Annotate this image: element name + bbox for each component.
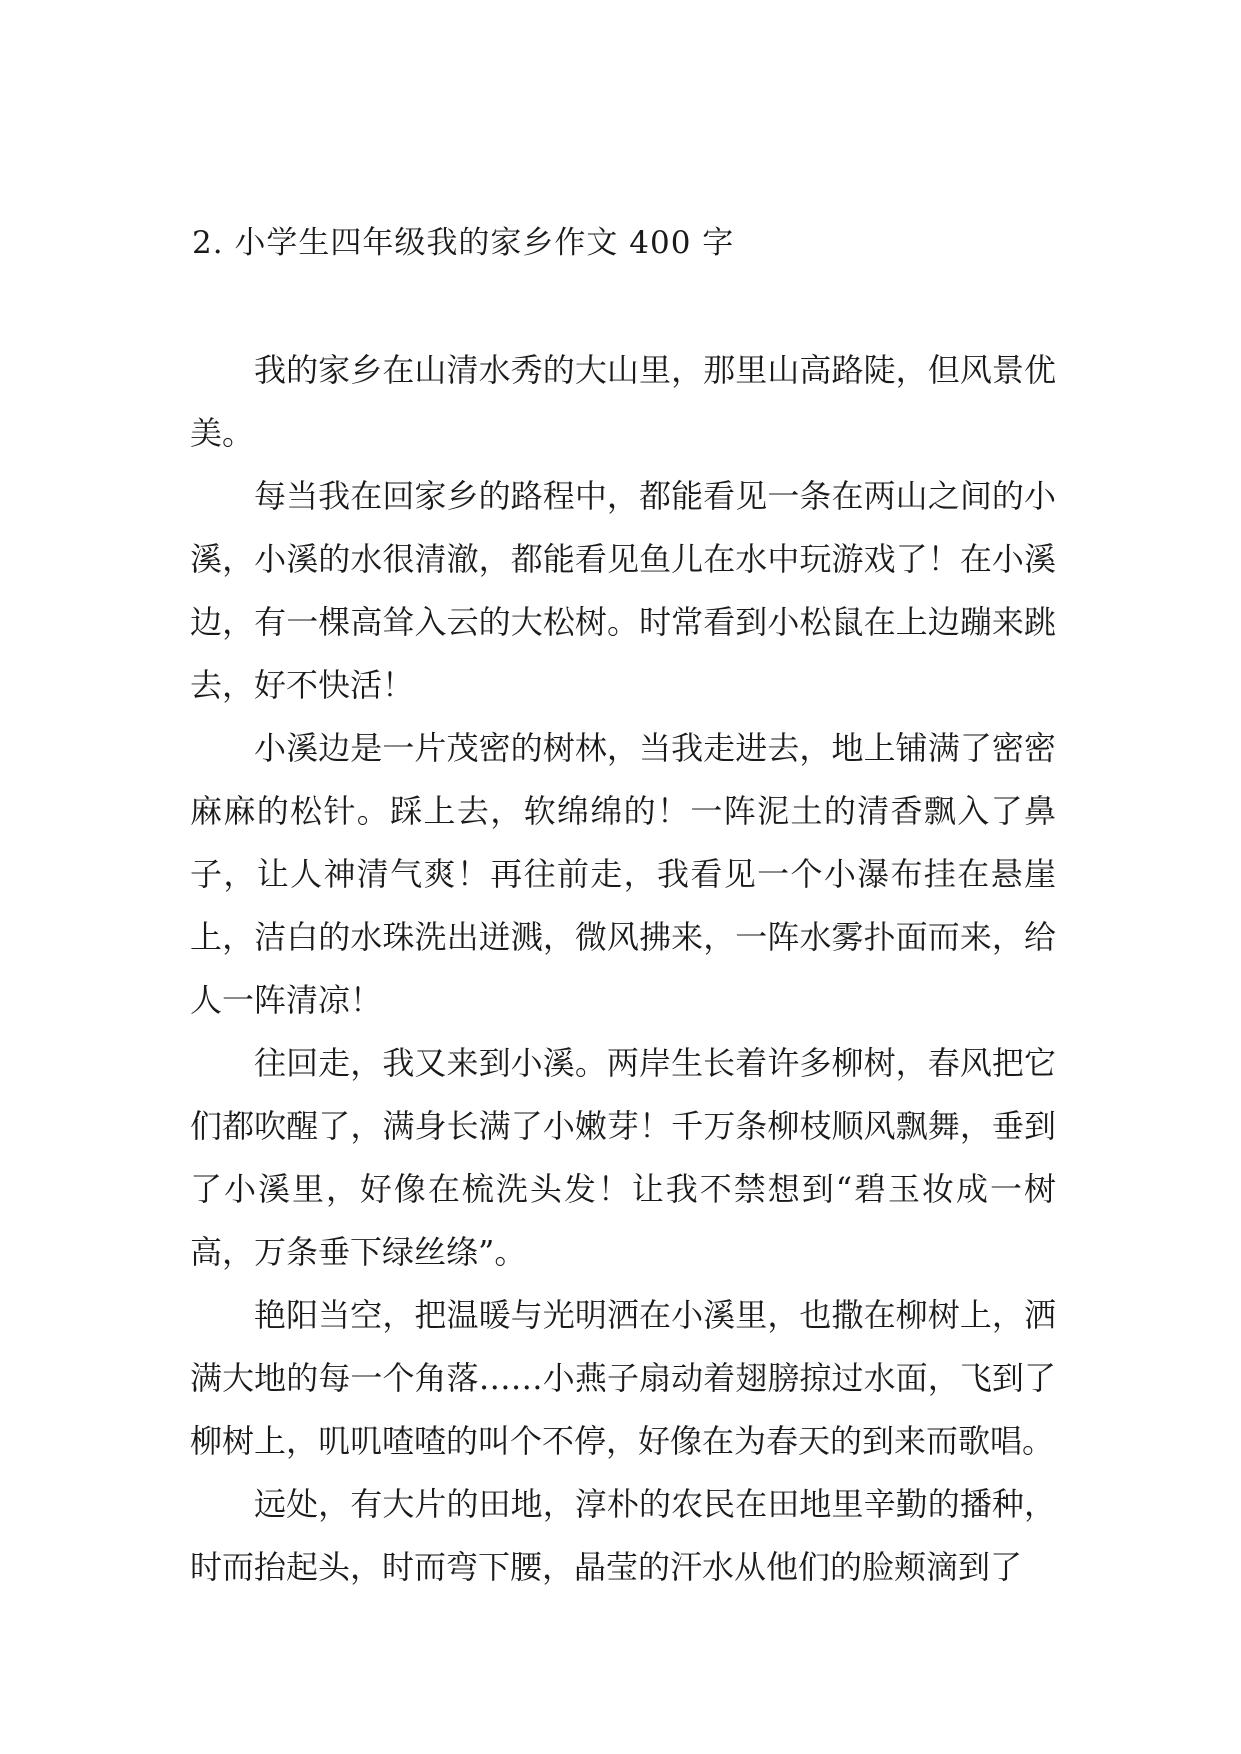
essay-title: 2. 小学生四年级我的家乡作文 400 字 bbox=[192, 225, 735, 261]
essay-body bbox=[190, 339, 1056, 1599]
paragraph: 往回走，我又来到小溪。两岸生长着许多柳树，春风把它们都吹醒了，满身长满了小嫩芽！千万条柳枝顺风飘舞，垂到了小溪里，好像在梳洗头发！让我不禁想到“碧玉妆成一树高，万条垂下绿丝绦”。 bbox=[190, 1044, 1056, 1271]
paragraph: 小溪边是一片茂密的树林，当我走进去，地上铺满了密密麻麻的松针。踩上去，软绵绵的！一阵泥土的清香飘入了鼻子，让人神清气爽！再往前走，我看见一个小瀑布挂在悬崖上，洁白的水珠洗出迸溅，微风拂来，一阵水雾扑面而来，给人一阵清凉！ bbox=[190, 729, 1056, 1019]
paragraph: 我的家乡在山清水秀的大山里，那里山高路陡，但风景优美。 bbox=[190, 351, 1056, 452]
paragraph: 远处，有大片的田地，淳朴的农民在田地里辛勤的播种，时而抬起头，时而弯下腰，晶莹的汗水从他们的脸颊滴到了 bbox=[190, 1485, 1056, 1586]
paragraph: 每当我在回家乡的路程中，都能看见一条在两山之间的小溪，小溪的水很清澈，都能看见鱼儿在水中玩游戏了！在小溪边，有一棵高耸入云的大松树。时常看到小松鼠在上边蹦来跳去，好不快活！ bbox=[190, 477, 1056, 704]
paragraph: 艳阳当空，把温暖与光明洒在小溪里，也撒在柳树上，洒满大地的每一个角落……小燕子扇动着翅膀掠过水面，飞到了柳树上，叽叽喳喳的叫个不停，好像在为春天的到来而歌唱。 bbox=[190, 1296, 1056, 1460]
